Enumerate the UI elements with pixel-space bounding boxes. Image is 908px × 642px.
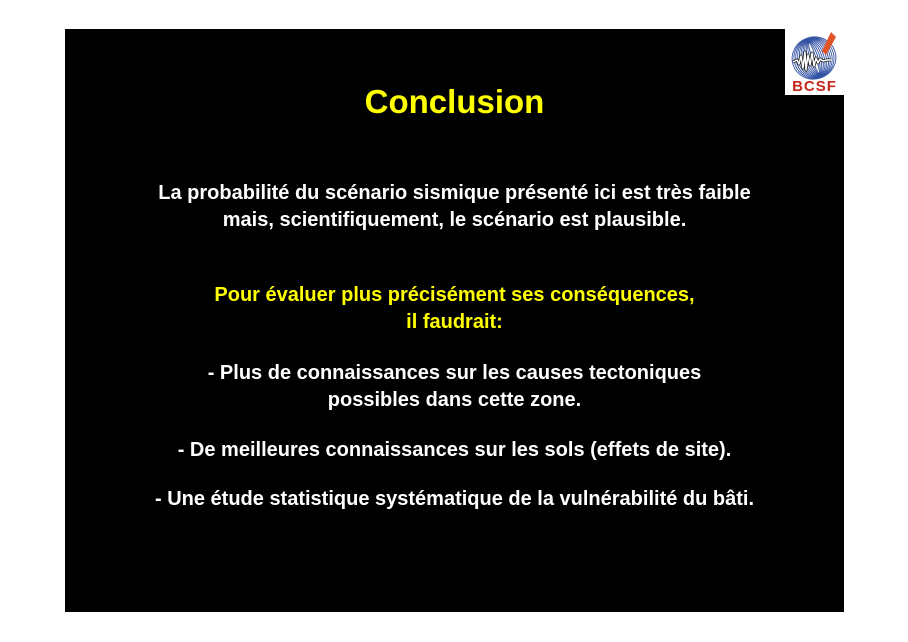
subheading-line-1: Pour évaluer plus précisément ses conséquences, [214, 284, 695, 306]
subheading [65, 282, 844, 336]
bcsf-logo-graphic [785, 25, 845, 95]
intro-paragraph [65, 180, 844, 234]
intro-line-1: La probabilité du scénario sismique présenté ici est très faible [158, 182, 751, 204]
slide-title: Conclusion [364, 83, 545, 120]
bullet-item [65, 437, 844, 464]
bullet-1-line-1: - Plus de connaissances sur les causes tectoniques [207, 362, 702, 384]
bullet-2-line-1: - De meilleures connaissances sur les sols (effets de site). [177, 439, 732, 461]
intro-line-2: mais, scientifiquement, le scénario est plausible. [222, 209, 687, 231]
bcsf-logo [785, 25, 845, 95]
subheading-line-2: il faudrait: [406, 311, 503, 333]
bcsf-wordmark: BCSF [792, 78, 837, 95]
bullet-3-line-1: - Une étude statistique systématique de la vulnérabilité du bâti. [154, 488, 755, 510]
presentation-slide [65, 29, 844, 612]
bullet-1-line-2: possibles dans cette zone. [327, 389, 582, 411]
bullet-item [65, 360, 844, 414]
bullet-item [65, 486, 844, 513]
